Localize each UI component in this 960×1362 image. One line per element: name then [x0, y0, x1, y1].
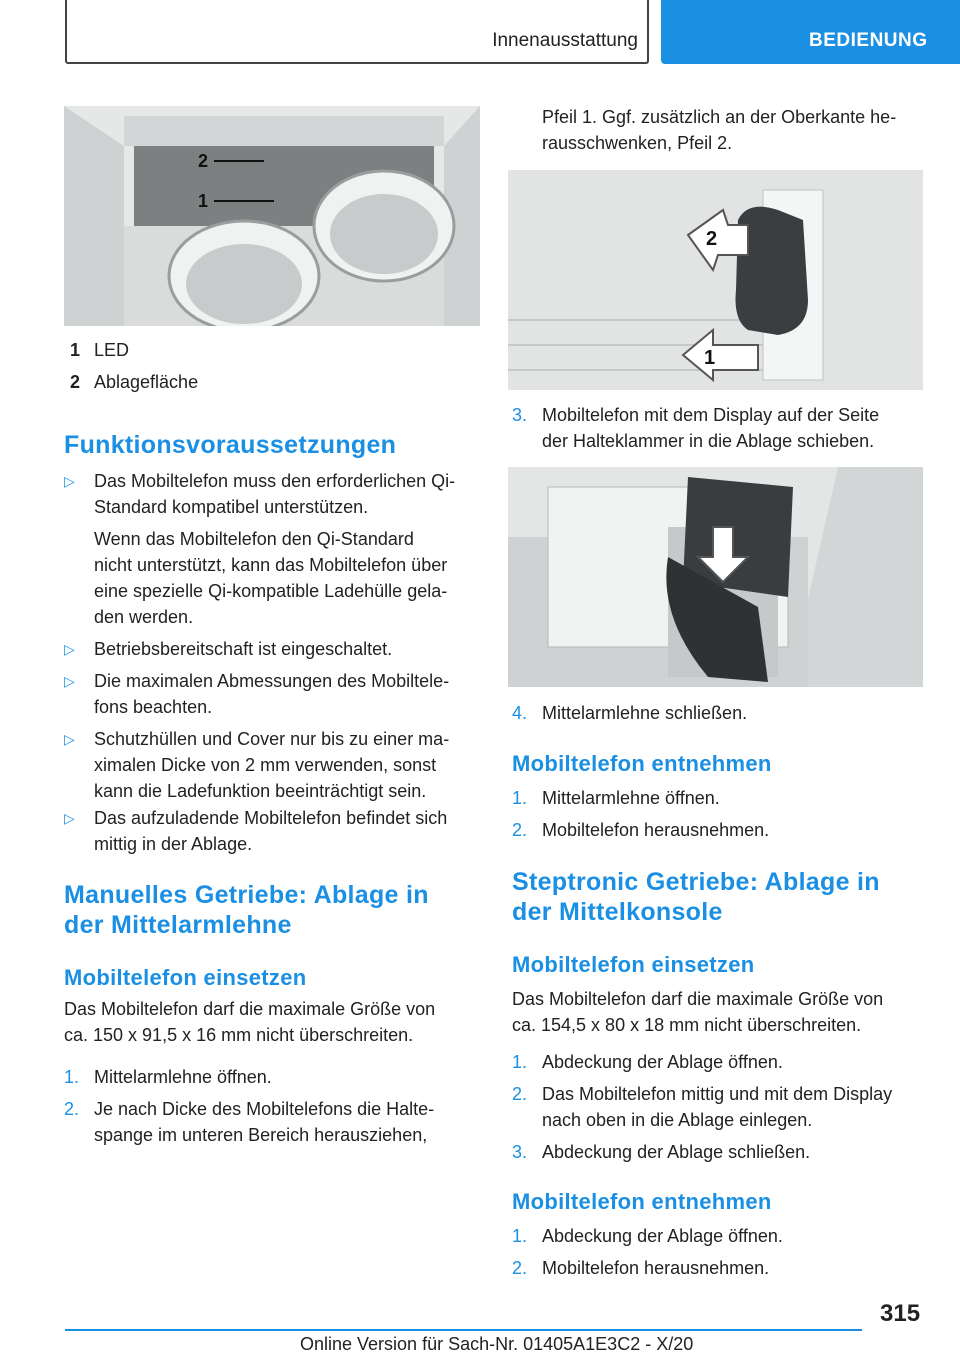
- figure-label-1: 1: [198, 191, 209, 211]
- step-number: 1.: [512, 788, 528, 808]
- bullet-line: Das Mobiltelefon muss den erforderlichen Qi-: [94, 471, 456, 491]
- figure-label-1: 1: [704, 347, 716, 369]
- figure-label-2: 2: [706, 228, 718, 250]
- footer-text: Online Version für Sach-Nr. 01405A1E3C2 - X/20: [300, 1334, 694, 1354]
- legend-text-1: LED: [94, 340, 130, 360]
- holder-figure: [508, 170, 923, 390]
- bullet-line: mittig in der Ablage.: [94, 834, 253, 854]
- heading-mobiltelefon-einsetzen: Mobiltelefon einsetzen: [64, 965, 307, 990]
- heading-steptronic-getriebe: Steptronic Getriebe: Ablage in: [512, 868, 880, 896]
- header-tab-label: BEDIENUNG: [809, 30, 928, 51]
- heading-manuelles-getriebe-cont: der Mittelarmlehne: [64, 911, 292, 939]
- heading-steptronic-getriebe-cont: der Mittelkonsole: [512, 898, 723, 926]
- step-text: nach oben in die Ablage einlegen.: [542, 1110, 813, 1130]
- cupholder-illustration: [64, 106, 480, 326]
- step-number: 2.: [512, 1258, 528, 1278]
- bullet-line: Standard kompatibel unterstützen.: [94, 497, 369, 517]
- step-text: Das Mobiltelefon mittig und mit dem Display: [542, 1084, 893, 1104]
- step-text: Abdeckung der Ablage öffnen.: [542, 1052, 783, 1072]
- step-number: 3.: [512, 405, 528, 425]
- paragraph-line: ca. 154,5 x 80 x 18 mm nicht überschreiten.: [512, 1015, 862, 1035]
- step-text: der Halteklammer in die Ablage schieben.: [542, 431, 875, 451]
- legend-num-1: 1: [70, 340, 81, 360]
- bullet-line: Wenn das Mobiltelefon den Qi-Standard: [94, 529, 414, 549]
- insert-illustration: [508, 467, 923, 687]
- legend-num-2: 2: [70, 372, 81, 392]
- step-number: 1.: [512, 1052, 528, 1072]
- step-text: Abdeckung der Ablage schließen.: [542, 1142, 811, 1162]
- bullet-line: Die maximalen Abmessungen des Mobiltele-: [94, 671, 450, 691]
- step-text: Mittelarmlehne öffnen.: [94, 1067, 272, 1087]
- step-text: Mobiltelefon herausnehmen.: [542, 820, 770, 840]
- step-text: Mobiltelefon herausnehmen.: [542, 1258, 770, 1278]
- bullet-marker: ▷: [64, 641, 75, 657]
- paragraph-line: Das Mobiltelefon darf die maximale Größe von: [512, 989, 884, 1009]
- bullet-marker: ▷: [64, 473, 75, 489]
- bullet-marker: ▷: [64, 673, 75, 689]
- step-text: rausschwenken, Pfeil 2.: [542, 133, 733, 153]
- bullet-line: nicht unterstützt, kann das Mobiltelefon über: [94, 555, 448, 575]
- insert-figure: [508, 467, 923, 687]
- heading-mobiltelefon-einsetzen-2: Mobiltelefon einsetzen: [512, 952, 755, 977]
- step-number: 3.: [512, 1142, 528, 1162]
- page-number: 315: [880, 1300, 921, 1327]
- bullet-line: fons beachten.: [94, 697, 213, 717]
- step-text: Je nach Dicke des Mobiltelefons die Halte-: [94, 1099, 435, 1119]
- legend-text-2: Ablagefläche: [94, 372, 199, 392]
- bullet-line: kann die Ladefunktion beeinträchtigt sein.: [94, 781, 427, 801]
- figure-label-2: 2: [198, 151, 209, 171]
- step-text: spange im unteren Bereich herausziehen,: [94, 1125, 428, 1145]
- step-text: Pfeil 1. Ggf. zusätzlich an der Oberkante he-: [542, 107, 897, 127]
- step-text: Mittelarmlehne öffnen.: [542, 788, 720, 808]
- step-number: 2.: [512, 1084, 528, 1104]
- bullet-marker: ▷: [64, 731, 75, 747]
- heading-mobiltelefon-entnehmen: Mobiltelefon entnehmen: [512, 751, 772, 776]
- bullet-line: den werden.: [94, 607, 194, 627]
- paragraph-line: Das Mobiltelefon darf die maximale Größe von: [64, 999, 436, 1019]
- step-number: 1.: [64, 1067, 80, 1087]
- holder-illustration: [508, 170, 923, 390]
- header-tab[interactable]: [661, 0, 960, 64]
- footer-divider: [65, 1329, 862, 1331]
- bullet-line: Betriebsbereitschaft ist eingeschaltet.: [94, 639, 393, 659]
- step-text: Mobiltelefon mit dem Display auf der Seite: [542, 405, 880, 425]
- heading-mobiltelefon-entnehmen-2: Mobiltelefon entnehmen: [512, 1189, 772, 1214]
- step-text: Abdeckung der Ablage öffnen.: [542, 1226, 783, 1246]
- heading-funktionsvoraussetzungen: Funktionsvoraussetzungen: [64, 431, 397, 459]
- step-number: 2.: [512, 820, 528, 840]
- header-section-title: Innenausstattung: [492, 30, 638, 51]
- step-number: 4.: [512, 703, 528, 723]
- step-text: Mittelarmlehne schließen.: [542, 703, 748, 723]
- step-number: 2.: [64, 1099, 80, 1119]
- cupholder-figure: [64, 106, 480, 326]
- step-number: 1.: [512, 1226, 528, 1246]
- bullet-marker: ▷: [64, 810, 75, 826]
- paragraph-line: ca. 150 x 91,5 x 16 mm nicht überschreiten.: [64, 1025, 414, 1045]
- bullet-line: Schutzhüllen und Cover nur bis zu einer ma-: [94, 729, 450, 749]
- heading-manuelles-getriebe: Manuelles Getriebe: Ablage in: [64, 881, 429, 909]
- bullet-line: Das aufzuladende Mobiltelefon befindet sich: [94, 808, 448, 828]
- bullet-line: ximalen Dicke von 2 mm verwenden, sonst: [94, 755, 437, 775]
- bullet-line: eine spezielle Qi-kompatible Ladehülle gela-: [94, 581, 448, 601]
